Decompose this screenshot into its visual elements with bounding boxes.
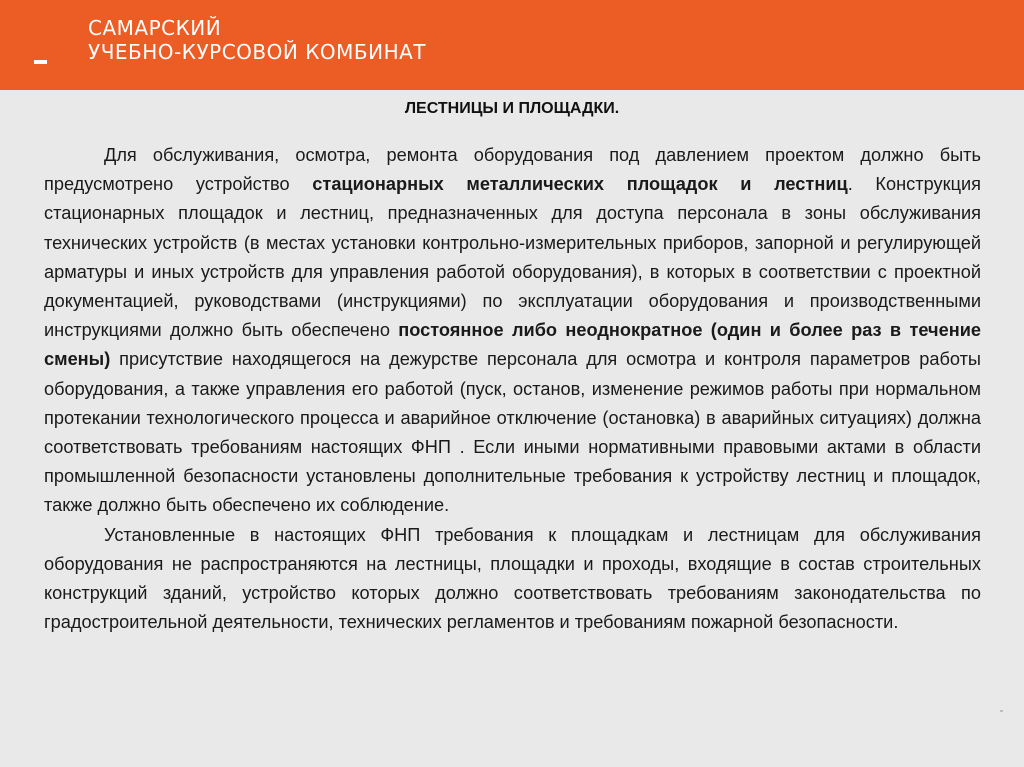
organization-name-line2: УЧЕБНО-КУРСОВОЙ КОМБИНАТ <box>88 40 427 64</box>
paragraph-1-part-a: Для обслуживания, осмотра, ремонта оборудования под давлением проектом должно быть предусмотрено устройство <box>44 145 981 195</box>
paragraph-1-bold-platforms: стационарных металлических площадок и лестниц <box>312 174 848 195</box>
logo-dash-icon <box>34 60 47 64</box>
document-body <box>44 141 981 637</box>
header-bar <box>0 0 1024 90</box>
paragraph-1-part-c: . Конструкция стационарных площадок и лестниц, предназначенных для доступа персонала в зоны обслуживания технических устройств (в местах установки контрольно-измерительных приборов, запорной и регулирующей арматуры и иных устройств для управления работой оборудования), в которых в соответствии с проектной документацией, руководствами (инструкциями) по эксплуатации оборудования и производственными инструкциями должно быть обеспечено <box>44 174 981 341</box>
slide-content <box>0 90 1024 767</box>
organization-name-line1: САМАРСКИЙ <box>88 16 222 40</box>
paragraph-1-bold-presence: постоянное либо неоднократное (один и более раз в течение смены) <box>44 320 981 370</box>
decorative-dot <box>1000 710 1003 712</box>
paragraph-2: Установленные в настоящих ФНП требования к площадкам и лестницам для обслуживания оборудования не распространяются на лестницы, площадки и проходы, входящие в состав строительных конструкций зданий, устройство которых должно соответствовать требованиям законодательства по градостроительной деятельности, технических регламентов и требованиям пожарной безопасности. <box>44 524 981 633</box>
organization-name <box>88 16 426 64</box>
page-title: ЛЕСТНИЦЫ И ПЛОЩАДКИ. <box>404 100 620 117</box>
paragraph-1-part-e: присутствие находящегося на дежурстве персонала для осмотра и контроля параметров работы оборудования, а также управления его работой (пуск, останов, изменение режимов работы при нормальном протекании технологического процесса и аварийное отключение (остановка) в аварийных ситуациях) должна соответствовать требованиям настоящих ФНП . Если иными нормативными правовыми актами в области промышленной безопасности установлены дополнительные требования к устройству лестниц и площадок, также должно быть обеспечено их соблюдение. <box>44 349 981 516</box>
paragraph-1 <box>44 141 981 521</box>
